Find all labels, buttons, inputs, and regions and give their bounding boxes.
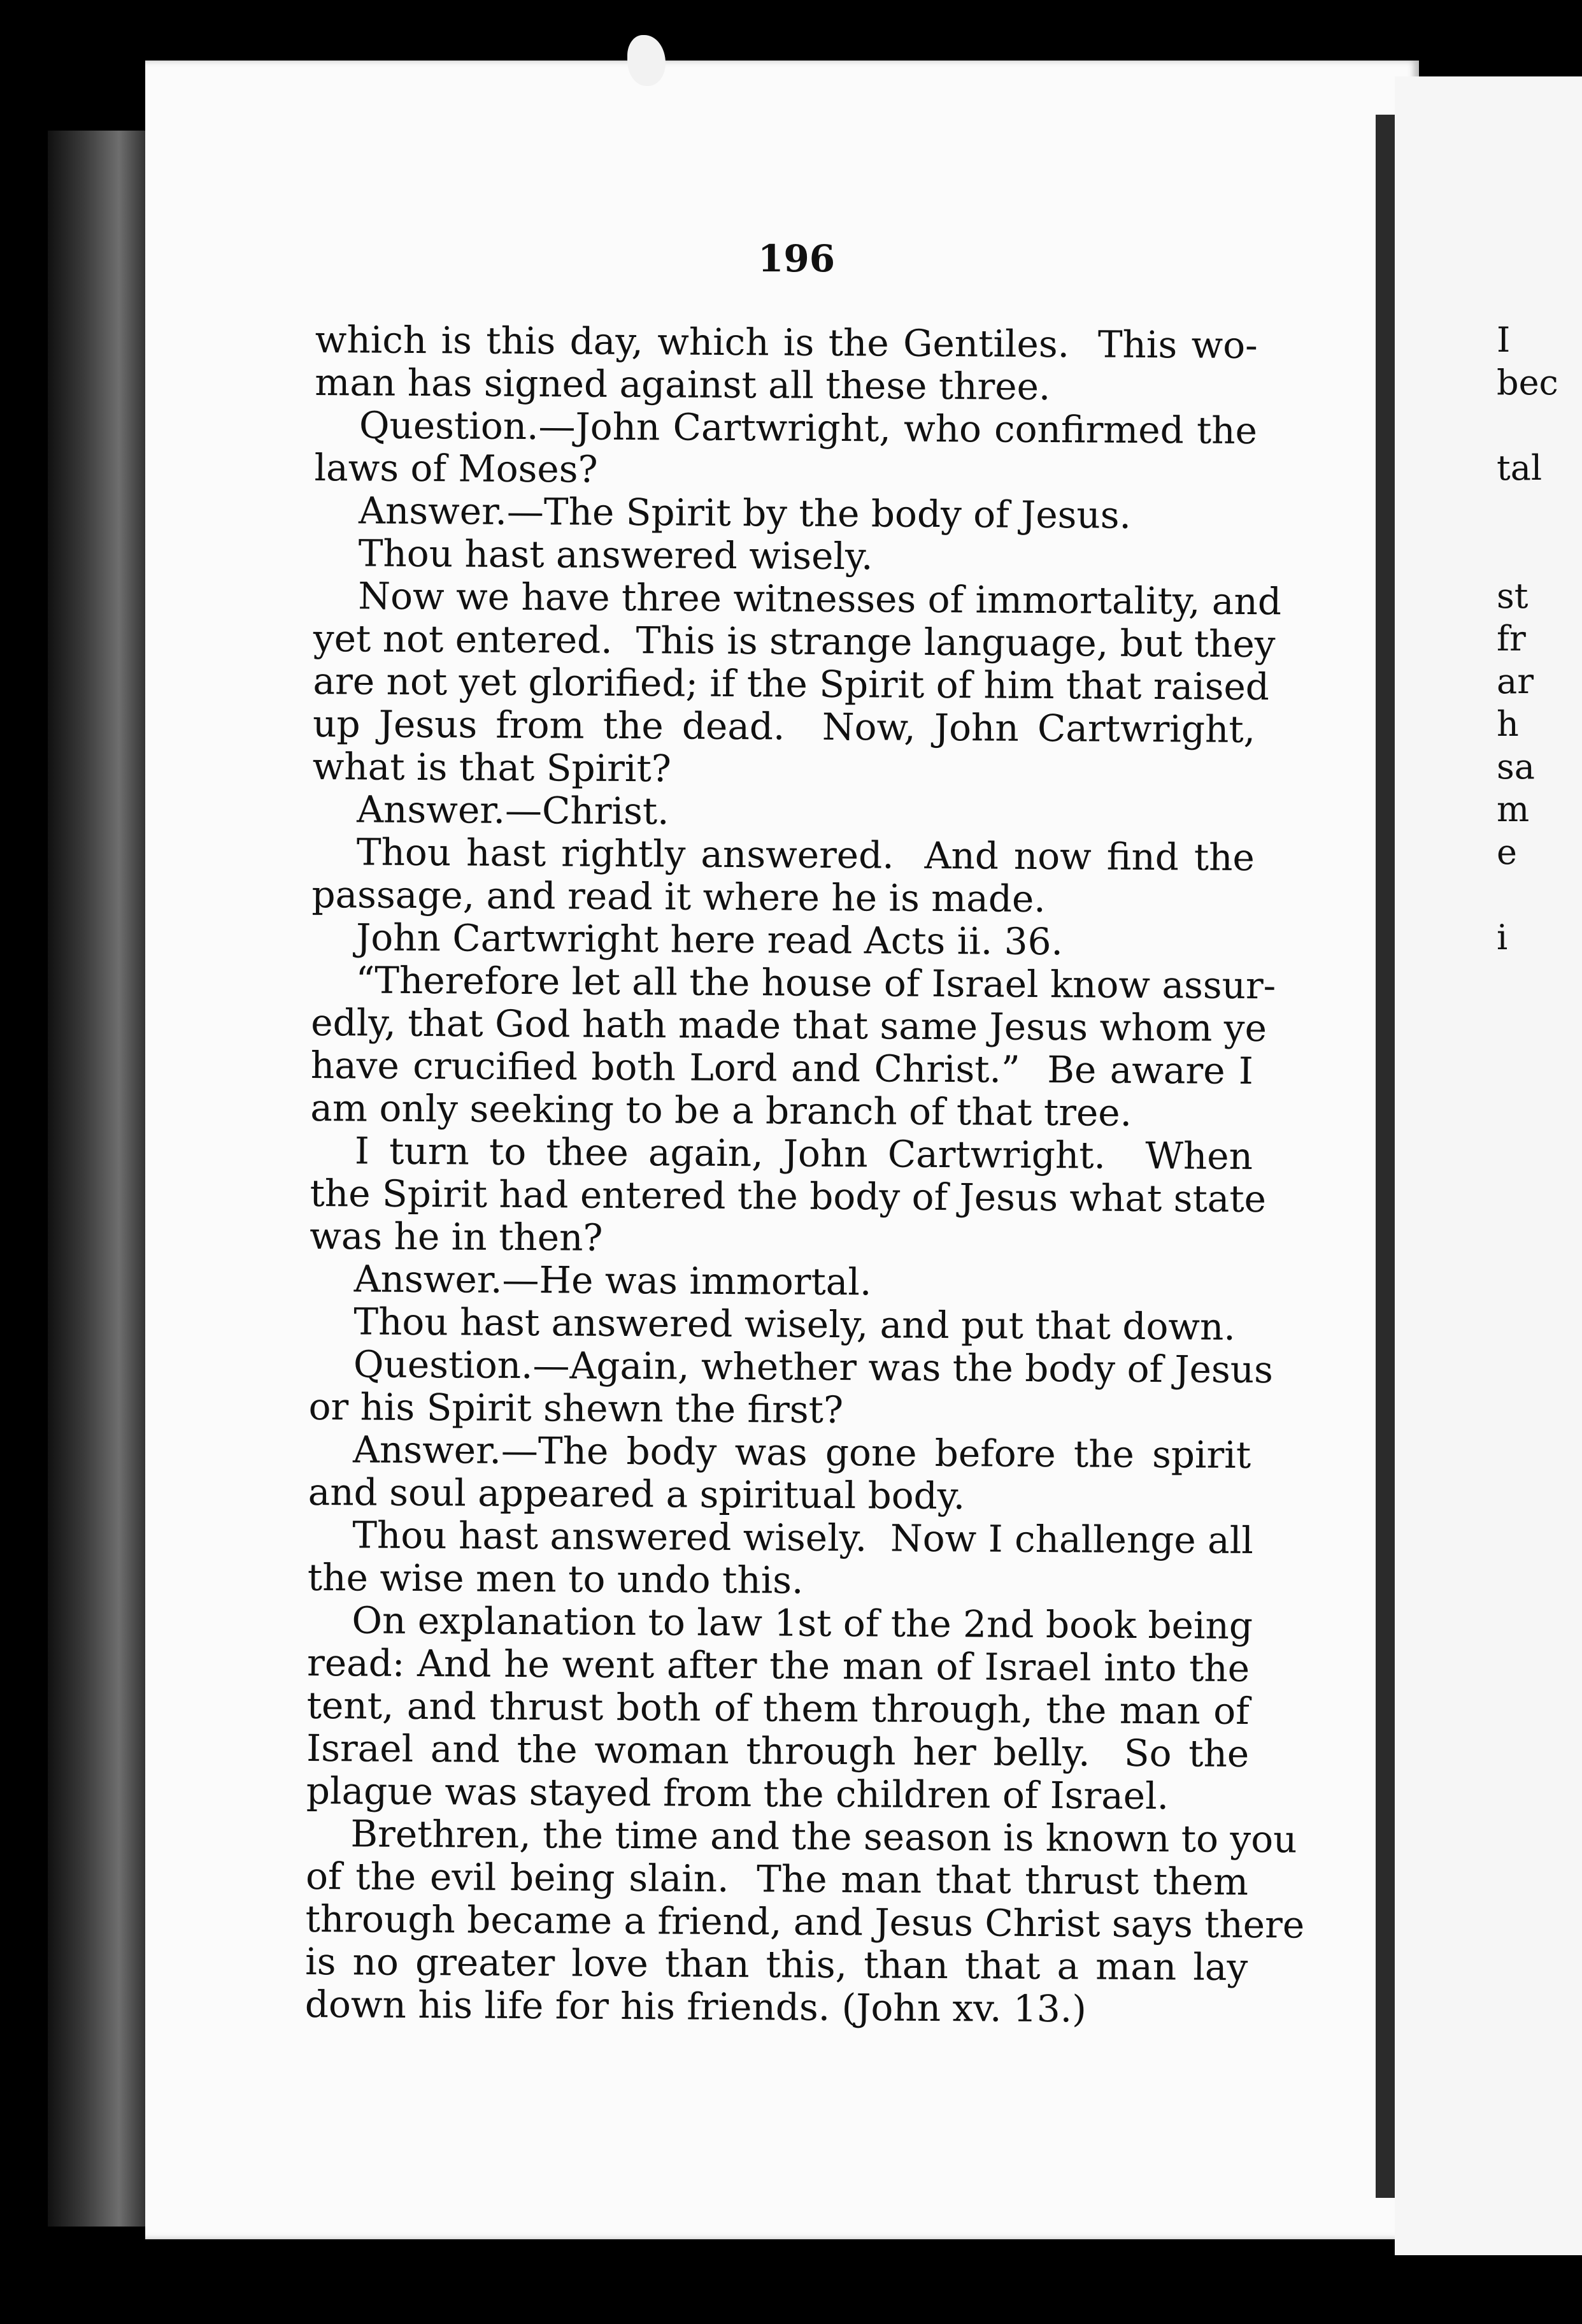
text-line: and soul appeared a spiritual body. <box>308 1470 966 1518</box>
text-line: laws of Moses? <box>314 445 598 491</box>
facing-page-text <box>1497 319 1582 959</box>
text-line: Brethren, the time and the season is known to you <box>350 1812 1297 1861</box>
page-number: 196 <box>758 237 836 280</box>
text-line: Answer.—He was immortal. <box>353 1257 872 1304</box>
text-line: yet not entered. This is strange language, but they <box>313 616 1276 666</box>
text-line: Now we have three witnesses of immortality, and <box>358 574 1282 624</box>
text-line: what is that Spirit? <box>312 744 672 791</box>
text-line: was he in then? <box>309 1214 603 1259</box>
facing-page-fragment: e <box>1497 832 1517 872</box>
text-line: are not yet glorified; if the Spirit of him that raised <box>313 659 1270 709</box>
text-line: edly, that God hath made that same Jesus whom ye <box>311 1000 1267 1051</box>
text-line: man has signed against all these three. <box>315 360 1051 409</box>
page-text <box>304 318 1305 2032</box>
facing-page-fragment: i <box>1497 917 1508 958</box>
text-line: Question.—John Cartwright, who confirmed the <box>359 403 1258 453</box>
text-line: John Cartwright here read Acts ii. 36. <box>355 915 1064 964</box>
text-line: down his life for his friends. (John xv. 13.) <box>304 1982 1087 2031</box>
text-line: which is this day, which is the Gentiles. This wo- <box>315 318 1258 368</box>
text-line: Thou hast answered wisely, and put that down. <box>353 1300 1236 1349</box>
text-line: plague was stayed from the children of Israel. <box>306 1768 1169 1818</box>
text-line: Israel and the woman through her belly. So the <box>306 1726 1250 1775</box>
text-line: tent, and thrust both of them through, the man of <box>306 1683 1250 1733</box>
facing-page-fragment <box>1497 532 1582 575</box>
text-line: passage, and read it where he is made. <box>311 872 1046 921</box>
text-line: am only seeking to be a branch of that tree. <box>310 1086 1132 1135</box>
text-line: is no greater love than this, than that a man lay <box>305 1939 1248 1989</box>
book-edge <box>48 131 150 2227</box>
facing-page-fragment: I <box>1497 320 1511 360</box>
text-line: Question.—Again, whether was the body of Jesus <box>353 1342 1274 1392</box>
text-line: On explanation to law 1st of the 2nd book being <box>352 1598 1253 1648</box>
book-gutter <box>1376 115 1395 2198</box>
facing-page-fragment: h <box>1497 704 1519 744</box>
text-line: the wise men to undo this. <box>307 1555 804 1602</box>
facing-page-fragment: m <box>1497 789 1530 829</box>
facing-page-fragment: fr <box>1497 619 1526 659</box>
text-line: through became a friend, and Jesus Christ says there <box>305 1897 1305 1947</box>
text-line: Answer.—Christ. <box>357 787 669 833</box>
scan-blemish <box>627 35 666 86</box>
text-line: the Spirit had entered the body of Jesus what state <box>310 1171 1267 1221</box>
facing-page-fragment <box>1497 873 1582 916</box>
text-line: Thou hast answered wisely. Now I challenge all <box>352 1513 1254 1563</box>
text-line: Answer.—The body was gone before the spirit <box>352 1428 1251 1477</box>
facing-page-fragment <box>1497 404 1582 447</box>
text-line: have crucified both Lord and Christ.” Be aware I <box>310 1043 1254 1093</box>
text-line: Answer.—The Spirit by the body of Jesus. <box>358 489 1132 537</box>
text-line: Thou hast rightly answered. And now find the <box>356 830 1255 880</box>
facing-page-fragment <box>1497 489 1582 532</box>
text-line: of the evil being slain. The man that thrust them <box>305 1854 1249 1904</box>
text-line: “Therefore let all the house of Israel know assur- <box>355 958 1276 1008</box>
text-line: I turn to thee again, John Cartwright. When <box>354 1129 1253 1179</box>
facing-page-fragment: ar <box>1497 661 1534 701</box>
text-line: read: And he went after the man of Israel into the <box>306 1640 1250 1691</box>
facing-page-fragment: bec <box>1497 362 1558 403</box>
facing-page-fragment: st <box>1497 576 1529 616</box>
text-line: up Jesus from the dead. Now, John Cartwright, <box>312 701 1256 752</box>
text-line: Thou hast answered wisely. <box>358 531 873 578</box>
facing-page-fragment: sa <box>1497 747 1535 787</box>
text-line: or his Spirit shewn the first? <box>308 1384 844 1432</box>
facing-page-fragment: tal <box>1497 448 1543 488</box>
